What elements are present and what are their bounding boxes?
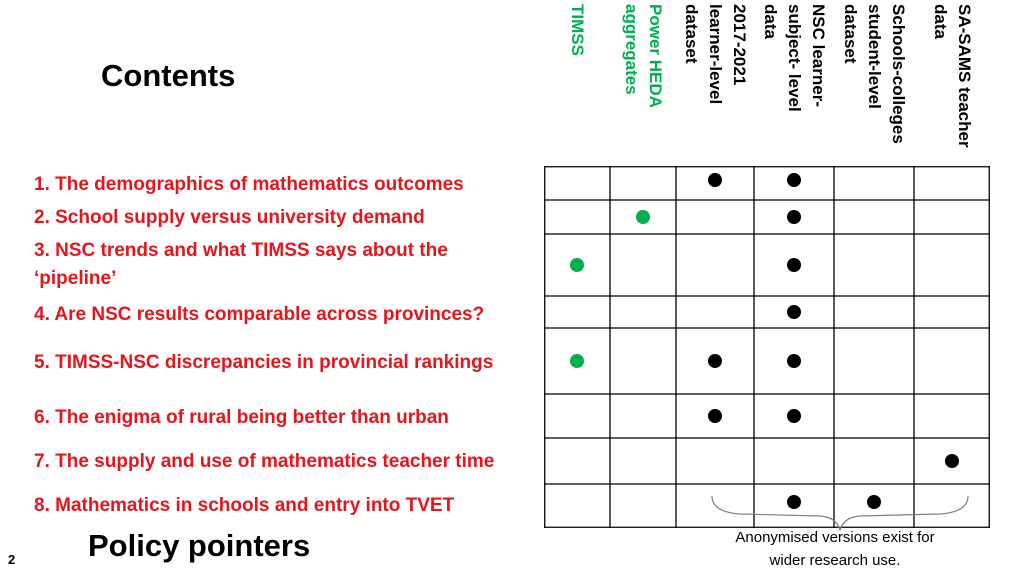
contents-item-3: 3. NSC trends and what TIMSS says about the ‘pipeline’ bbox=[34, 240, 448, 289]
data-source-dot bbox=[945, 454, 959, 468]
matrix-gridlines bbox=[544, 166, 990, 528]
column-header-2: Power HEDA aggregates bbox=[622, 4, 665, 108]
column-header-4: NSC learner- subject- level data bbox=[761, 4, 828, 112]
column-header-5: Schools-colleges student-level dataset bbox=[841, 4, 908, 144]
column-header-3: 2017-2021 learner-level dataset bbox=[682, 4, 749, 105]
data-source-dot bbox=[787, 495, 801, 509]
contents-item-5: 5. TIMSS-NSC discrepancies in provincial rankings bbox=[34, 352, 494, 373]
policy-pointers-heading: Policy pointers bbox=[88, 528, 311, 563]
data-source-dot bbox=[787, 354, 801, 368]
column-header-1: TIMSS bbox=[568, 4, 587, 56]
data-source-dot bbox=[867, 495, 881, 509]
data-source-matrix bbox=[544, 166, 990, 528]
contents-item-7: 7. The supply and use of mathematics teacher time bbox=[34, 451, 495, 472]
contents-item-1: 1. The demographics of mathematics outcomes bbox=[34, 174, 464, 195]
data-source-dot bbox=[570, 258, 584, 272]
data-source-dot bbox=[708, 354, 722, 368]
contents-item-4: 4. Are NSC results comparable across provinces? bbox=[34, 304, 485, 325]
data-source-dot bbox=[787, 173, 801, 187]
data-source-dot bbox=[708, 173, 722, 187]
data-source-dot bbox=[787, 305, 801, 319]
data-source-dot bbox=[787, 409, 801, 423]
data-source-dot bbox=[636, 210, 650, 224]
data-source-dot bbox=[570, 354, 584, 368]
data-source-dot bbox=[787, 210, 801, 224]
anonymised-note: Anonymised versions exist for wider research use. bbox=[735, 529, 935, 569]
data-source-dot bbox=[708, 409, 722, 423]
contents-item-6: 6. The enigma of rural being better than urban bbox=[34, 407, 449, 428]
slide-title: Contents bbox=[101, 58, 236, 93]
column-header-6: SA-SAMS teacher data bbox=[931, 4, 974, 148]
data-source-dot bbox=[787, 258, 801, 272]
contents-item-2: 2. School supply versus university demand bbox=[34, 207, 425, 228]
page-number: 2 bbox=[8, 552, 16, 567]
contents-item-8: 8. Mathematics in schools and entry into TVET bbox=[34, 495, 455, 516]
